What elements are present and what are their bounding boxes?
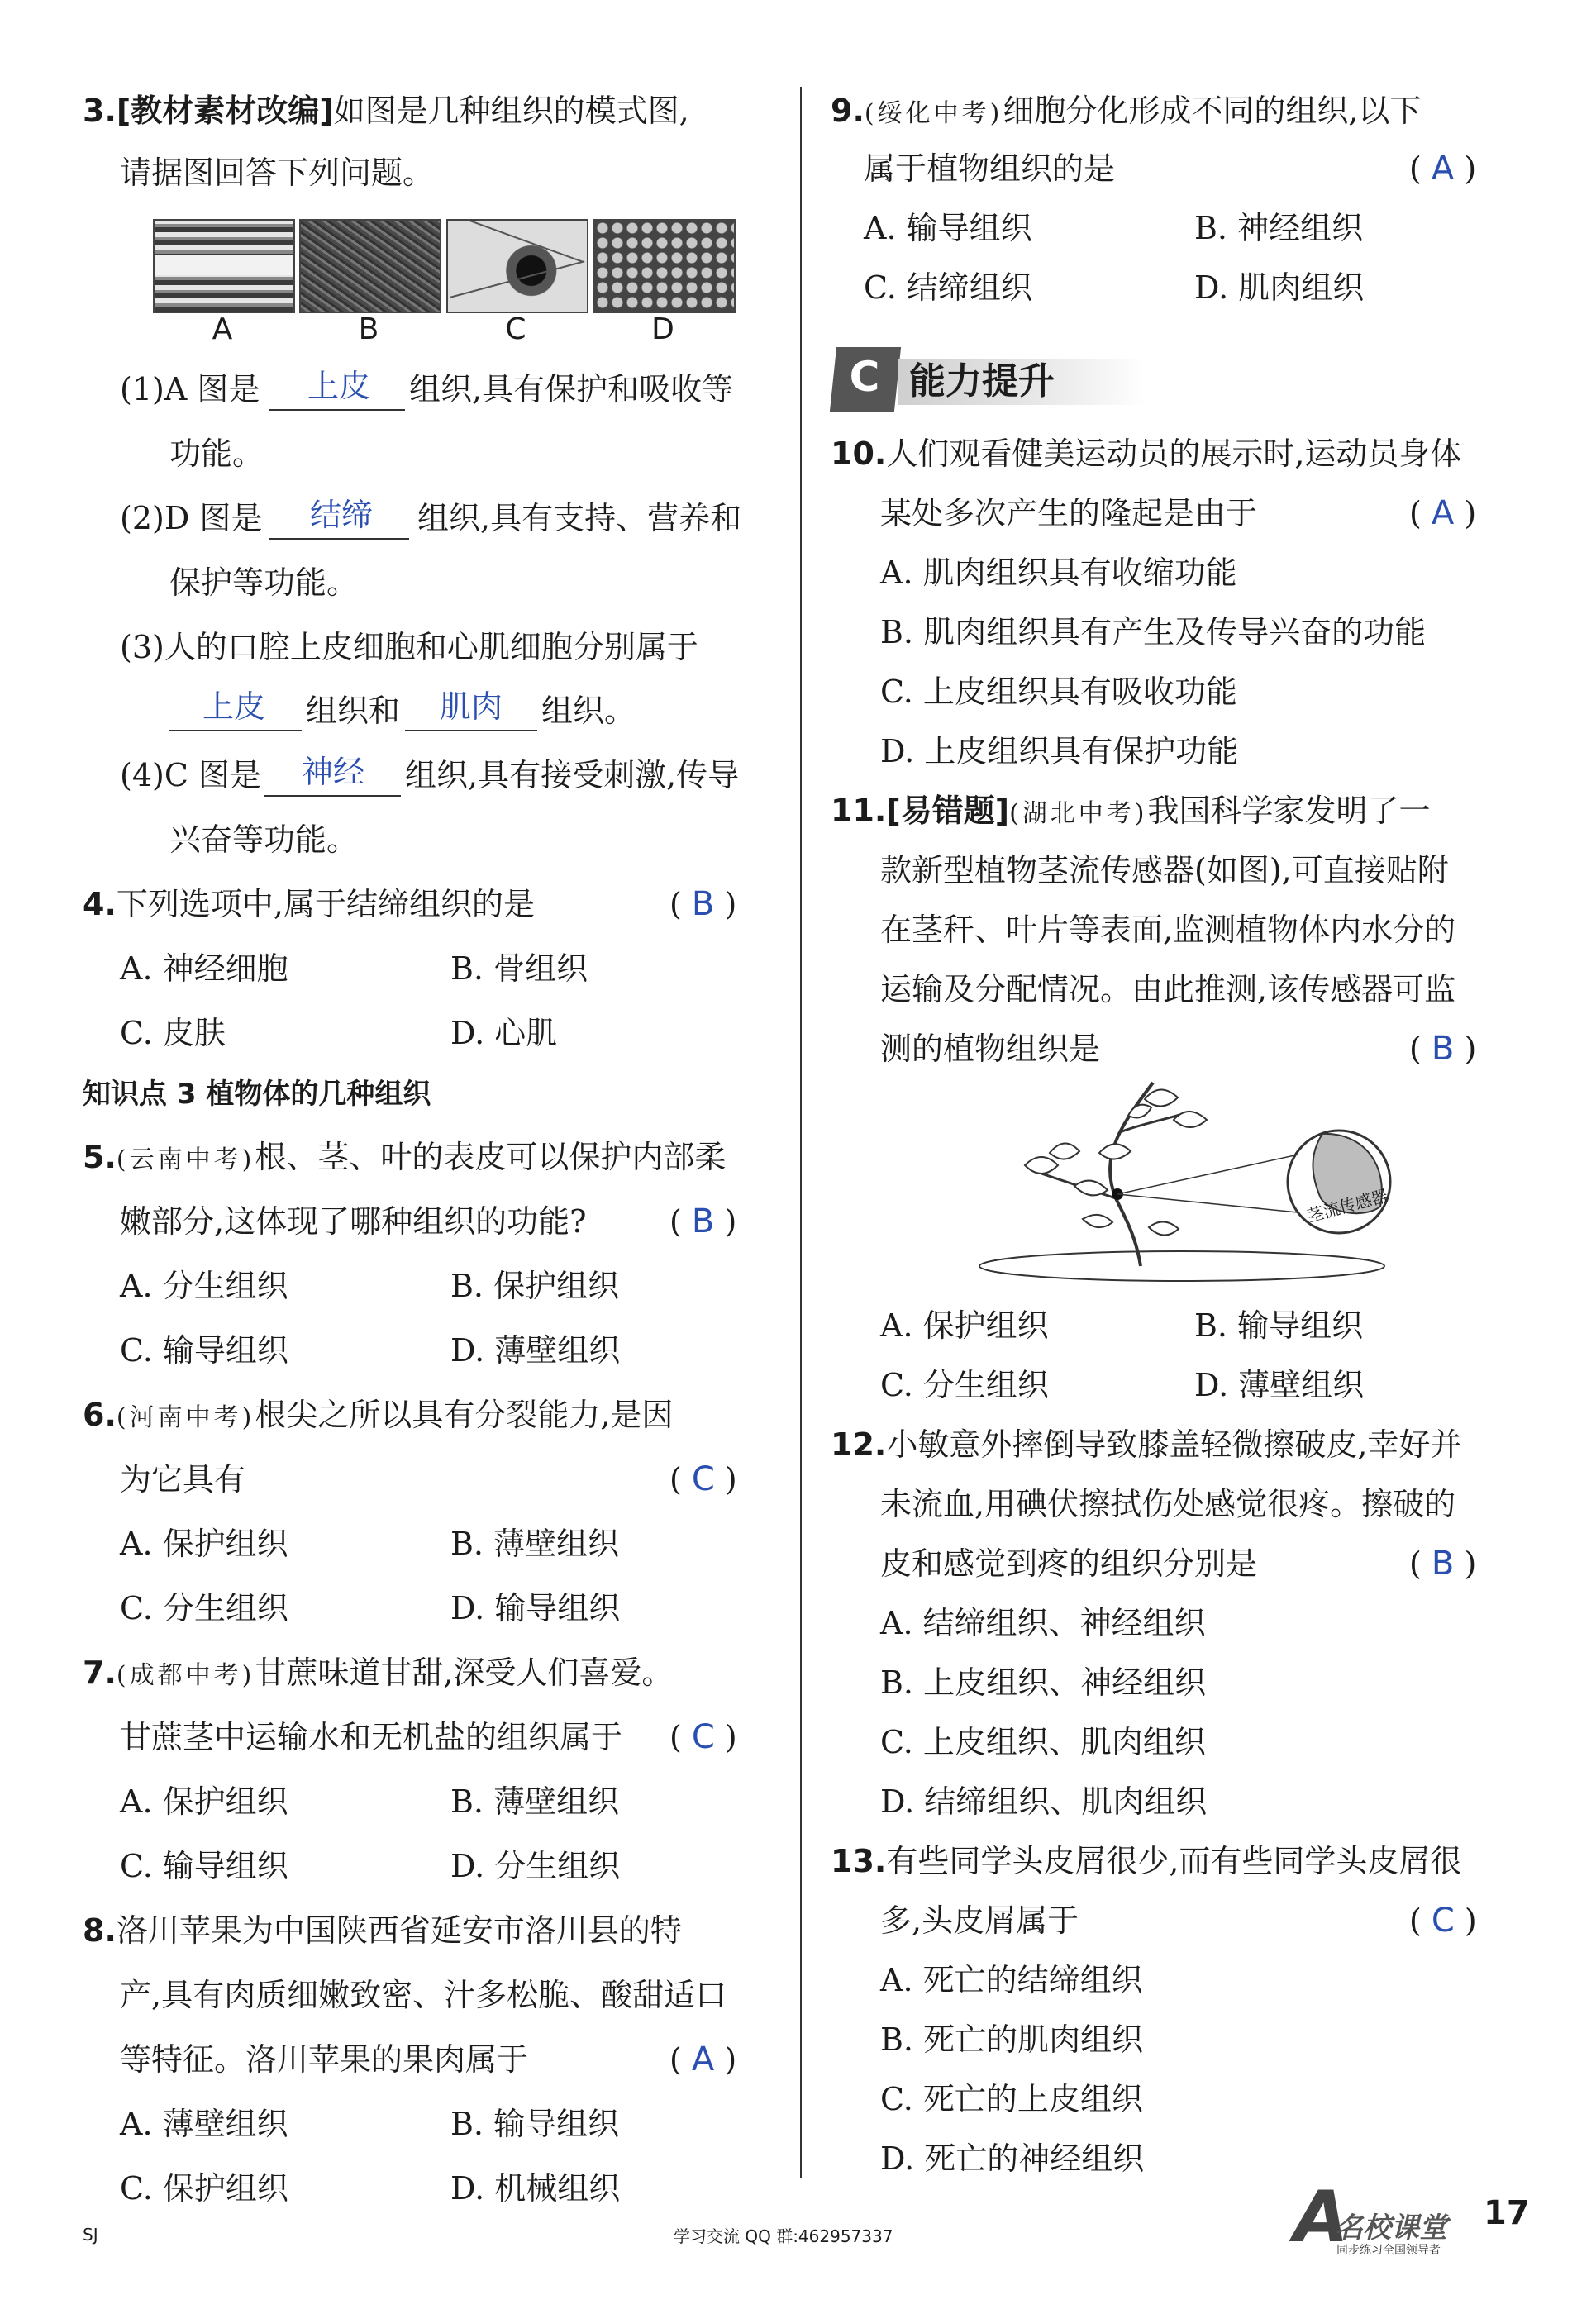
plant-leaves <box>1025 1089 1207 1235</box>
answer-blank <box>169 730 302 731</box>
brand-slogan: 同步练习全国领导者 <box>1336 2244 1441 2257</box>
question-number: 8. <box>83 1912 117 1949</box>
question-number: 3. <box>83 93 117 129</box>
question-text: 属于植物组织的是 <box>864 150 1116 187</box>
handwritten-answer: 神经 <box>302 754 365 790</box>
answer-bracket: ( B ) <box>1409 1545 1477 1583</box>
sub-question-3: (3)人的口腔上皮细胞和心肌细胞分别属于 <box>120 629 698 665</box>
section-c-letter: C <box>849 353 880 401</box>
handwritten-answer: A <box>1431 150 1455 188</box>
option-b: B. 输导组织 <box>1194 1307 1364 1344</box>
option-b: B. 神经组织 <box>1194 210 1364 246</box>
answer-bracket: ( C ) <box>669 1718 737 1756</box>
question-source: (成都中考) <box>116 1661 255 1690</box>
option-a: A. 结缔组织、神经组织 <box>880 1605 1206 1641</box>
question-text: 某处多次产生的隆起是由于 <box>880 495 1258 531</box>
option-b: B. 死亡的肌肉组织 <box>880 2021 1144 2058</box>
question-text: 款新型植物茎流传感器(如图),可直接贴附 <box>880 852 1449 888</box>
figure-label-a: A <box>212 312 233 346</box>
question-text: 多,头皮屑属于 <box>880 1902 1079 1939</box>
question-text: 产,具有肉质细嫩致密、汁多松脆、酸甜适口 <box>120 1977 727 2013</box>
sub-question-1-text: 组织,具有保护和吸收等 <box>409 371 734 407</box>
question-source: (云南中考) <box>116 1145 255 1174</box>
option-b: B. 薄壁组织 <box>450 1526 620 1562</box>
handwritten-answer: A <box>1431 494 1455 532</box>
option-a: A. 肌肉组织具有收缩功能 <box>880 555 1237 591</box>
question-number: 5. <box>83 1139 117 1175</box>
ground-outline <box>979 1251 1384 1281</box>
question-text: 嫩部分,这体现了哪种组织的功能? <box>120 1203 587 1240</box>
handwritten-answer: B <box>691 1202 715 1240</box>
option-d: D. 薄壁组织 <box>450 1332 621 1369</box>
sub-question-3-text: 组织和 <box>306 693 401 729</box>
handwritten-answer: C <box>691 1460 715 1498</box>
answer-bracket: ( A ) <box>669 2040 737 2078</box>
handwritten-answer: B <box>1431 1030 1455 1068</box>
question-number: 4. <box>83 886 117 922</box>
sub-question-4-text: 兴奋等功能。 <box>169 821 359 858</box>
option-c: C. 分生组织 <box>120 1590 288 1626</box>
option-d: D. 结缔组织、肌肉组织 <box>880 1783 1208 1820</box>
question-text: 甘蔗味道甘甜,深受人们喜爱。 <box>255 1655 674 1691</box>
option-a: A. 薄壁组织 <box>120 2106 288 2142</box>
option-c: C. 皮肤 <box>120 1015 226 1051</box>
sub-question-1: (1)A 图是 <box>120 371 260 407</box>
question-text: 下列选项中,属于结缔组织的是 <box>116 886 535 922</box>
option-a: A. 保护组织 <box>880 1307 1049 1344</box>
question-number: 11. <box>831 793 887 829</box>
handwritten-answer: B <box>1431 1545 1455 1583</box>
question-text: 为它具有 <box>120 1461 246 1497</box>
question-number: 6. <box>83 1397 117 1433</box>
question-tag: [易错题] <box>886 793 1010 829</box>
question-number: 7. <box>83 1655 117 1691</box>
handwritten-answer: 肌肉 <box>440 688 503 725</box>
answer-bracket: ( B ) <box>669 1202 737 1240</box>
tissue-image-b <box>299 219 441 313</box>
option-c: C. 死亡的上皮组织 <box>880 2081 1143 2117</box>
question-text: 在茎秆、叶片等表面,监测植物体内水分的 <box>880 912 1456 948</box>
sub-question-3-text: 组织。 <box>541 693 636 729</box>
question-text: 未流血,用碘伏擦拭伤处感觉很疼。擦破的 <box>880 1486 1456 1522</box>
option-c: C. 输导组织 <box>120 1848 288 1884</box>
brand-logo <box>1293 2176 1479 2260</box>
question-text: 甘蔗茎中运输水和无机盐的组织属于 <box>120 1719 623 1755</box>
figure-label-c: C <box>505 312 526 346</box>
answer-blank <box>405 730 537 731</box>
question-source: (绥化中考) <box>864 99 1003 128</box>
option-b: B. 肌肉组织具有产生及传导兴奋的功能 <box>880 614 1427 650</box>
option-d: D. 肌肉组织 <box>1194 269 1365 306</box>
answer-blank <box>269 409 405 411</box>
option-c: C. 保护组织 <box>120 2170 288 2207</box>
footer-qq-group: 学习交流 QQ 群:462957337 <box>674 2226 893 2246</box>
question-text: 小敏意外摔倒导致膝盖轻微擦破皮,幸好并 <box>886 1426 1462 1463</box>
option-d: D. 上皮组织具有保护功能 <box>880 733 1239 769</box>
option-b: B. 骨组织 <box>450 950 588 987</box>
question-text: 根尖之所以具有分裂能力,是因 <box>255 1397 674 1433</box>
handwritten-answer: B <box>691 885 715 923</box>
question-text: 我国科学家发明了一 <box>1147 793 1431 829</box>
question-text: 皮和感觉到疼的组织分别是 <box>880 1545 1258 1582</box>
sub-question-1-text: 功能。 <box>169 436 264 472</box>
answer-bracket: ( B ) <box>669 885 737 923</box>
brand-name: 名校课堂 <box>1335 2212 1447 2245</box>
answer-bracket: ( B ) <box>1409 1030 1477 1068</box>
handwritten-answer: 结缔 <box>310 497 374 533</box>
question-text: 请据图回答下列问题。 <box>120 155 435 191</box>
option-c: C. 分生组织 <box>880 1367 1049 1403</box>
option-b: B. 保护组织 <box>450 1268 620 1304</box>
footer-edition-code: SJ <box>83 2225 98 2245</box>
handwritten-answer: C <box>691 1718 715 1756</box>
section-c-header <box>833 347 1147 413</box>
option-c: C. 上皮组织具有吸收功能 <box>880 674 1237 710</box>
page-number: 17 <box>1484 2194 1530 2232</box>
question-tag: [教材素材改编] <box>116 93 334 129</box>
figure-label-b: B <box>358 312 379 346</box>
answer-blank <box>269 538 409 540</box>
question-text: 洛川苹果为中国陕西省延安市洛川县的特 <box>116 1912 682 1949</box>
question-number: 13. <box>831 1843 887 1879</box>
sub-question-2-text: 保护等功能。 <box>169 564 359 601</box>
question-text: 有些同学头皮屑很少,而有些同学头皮屑很 <box>886 1843 1462 1879</box>
option-b: B. 输导组织 <box>450 2106 620 2142</box>
option-a: A. 输导组织 <box>864 210 1032 246</box>
option-a: A. 死亡的结缔组织 <box>880 1962 1143 1998</box>
column-divider <box>800 87 802 2178</box>
option-a: A. 保护组织 <box>120 1783 288 1820</box>
option-b: B. 上皮组织、神经组织 <box>880 1664 1207 1701</box>
question-text: 测的植物组织是 <box>880 1031 1101 1067</box>
answer-bracket: ( A ) <box>1409 494 1477 532</box>
option-d: D. 输导组织 <box>450 1590 621 1626</box>
question-number: 12. <box>831 1426 887 1463</box>
question-text: 等特征。洛川苹果的果肉属于 <box>120 2041 529 2078</box>
question-text: 运输及分配情况。由此推测,该传感器可监 <box>880 971 1456 1007</box>
question-number: 9. <box>831 93 865 129</box>
answer-bracket: ( A ) <box>1409 150 1477 188</box>
section-c-title: 能力提升 <box>909 360 1055 402</box>
question-source: (湖北中考) <box>1009 799 1148 828</box>
answer-bracket: ( C ) <box>669 1460 737 1498</box>
sensor-label: 茎流传感器 <box>1304 1185 1390 1226</box>
sub-question-2: (2)D 图是 <box>120 500 263 536</box>
tissue-image-a <box>153 219 295 313</box>
option-a: A. 保护组织 <box>120 1526 288 1562</box>
option-d: D. 心肌 <box>450 1015 558 1051</box>
option-a: A. 神经细胞 <box>120 950 288 987</box>
tissue-image-c <box>446 219 588 313</box>
sub-question-4: (4)C 图是 <box>120 757 261 793</box>
option-c: C. 结缔组织 <box>864 269 1032 306</box>
tissue-image-d <box>593 219 736 313</box>
plant-sensor-figure <box>975 1074 1438 1289</box>
option-d: D. 分生组织 <box>450 1848 621 1884</box>
question-number: 10. <box>831 436 887 472</box>
section-heading-knowledge-point-3: 知识点 3 植物体的几种组织 <box>83 1078 431 1111</box>
question-text: 细胞分化形成不同的组织,以下 <box>1003 93 1422 129</box>
question-text: 根、茎、叶的表皮可以保护内部柔 <box>255 1139 727 1175</box>
figure-label-d: D <box>651 312 674 346</box>
option-a: A. 分生组织 <box>120 1268 288 1304</box>
answer-blank <box>264 795 401 797</box>
sub-question-2-text: 组织,具有支持、营养和 <box>417 500 742 536</box>
handwritten-answer: C <box>1431 1902 1455 1940</box>
question-text: 如图是几种组织的模式图, <box>333 93 689 129</box>
handwritten-answer: A <box>691 2040 715 2078</box>
option-c: C. 上皮组织、肌肉组织 <box>880 1724 1206 1760</box>
question-text: 人们观看健美运动员的展示时,运动员身体 <box>886 436 1462 472</box>
question-source: (河南中考) <box>116 1403 255 1432</box>
handwritten-answer: 上皮 <box>307 368 371 404</box>
answer-bracket: ( C ) <box>1409 1902 1477 1940</box>
option-d: D. 机械组织 <box>450 2170 621 2207</box>
brand-logo-a-icon: A <box>1293 2176 1349 2259</box>
sub-question-4-text: 组织,具有接受刺激,传导 <box>405 757 740 793</box>
handwritten-answer: 上皮 <box>202 688 266 725</box>
option-d: D. 死亡的神经组织 <box>880 2140 1145 2177</box>
option-d: D. 薄壁组织 <box>1194 1367 1365 1403</box>
option-b: B. 薄壁组织 <box>450 1783 620 1820</box>
option-c: C. 输导组织 <box>120 1332 288 1369</box>
